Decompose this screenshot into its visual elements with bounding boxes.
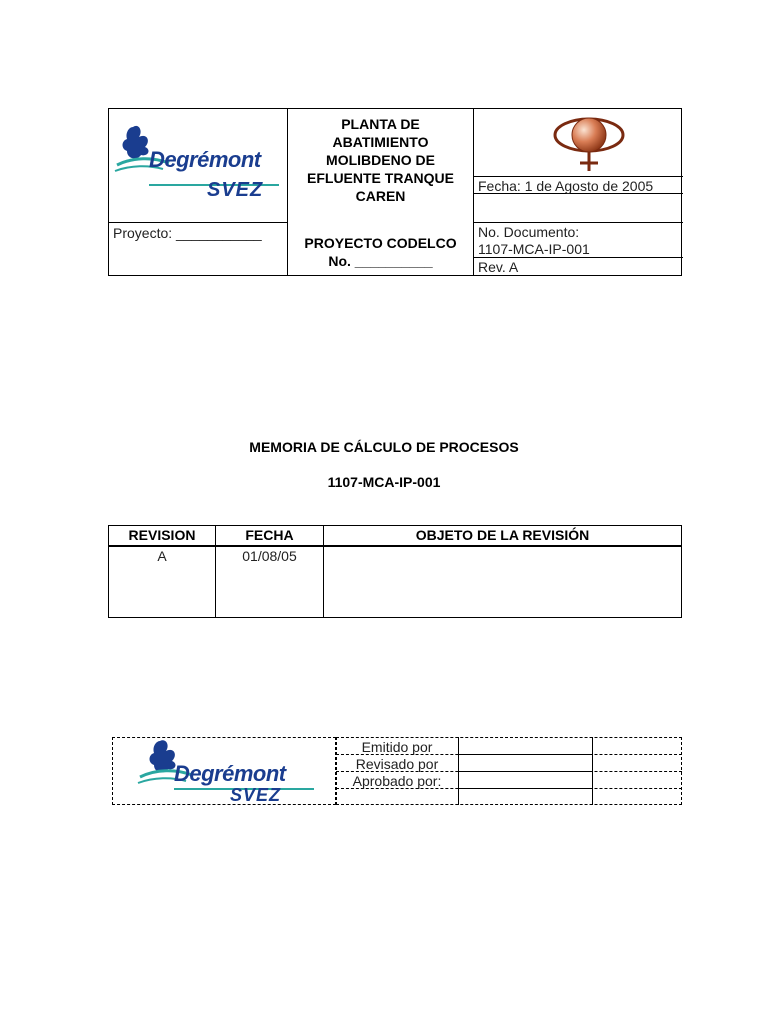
column-header: FECHA [216, 526, 324, 547]
column-header: REVISION [109, 526, 216, 547]
reviewed-by-label: Revisado por [355, 756, 439, 772]
header-divider [109, 222, 287, 223]
brand-name: Degrémont [174, 761, 286, 786]
grid-divider [458, 771, 592, 772]
column-header: OBJETO DE LA REVISIÓN [324, 526, 682, 547]
project-field: Proyecto: ___________ [113, 225, 262, 241]
document-code: 1107-MCA-IP-001 [327, 474, 441, 490]
doc-number-label: No. Documento: [478, 224, 580, 240]
approved-by-label: Aprobado por: [352, 773, 442, 789]
client-logo [549, 113, 629, 175]
issued-by-label: Emitido por [361, 739, 433, 755]
date-field: Fecha: 1 de Agosto de 2005 [478, 178, 654, 194]
group-name: SVEZ [230, 785, 282, 805]
venus-symbol-icon [549, 113, 629, 175]
degremont-logo [134, 739, 324, 803]
degremont-logo [113, 121, 283, 211]
revision-cell: A [109, 546, 216, 618]
object-cell [324, 546, 682, 618]
document-header [108, 108, 682, 276]
table-header-row [109, 526, 682, 547]
doc-number-value: 1107-MCA-IP-001 [478, 241, 590, 257]
project-title: PLANTA DE ABATIMIENTO MOLIBDENO DE EFLUENTE TRANQUE CAREN [307, 116, 454, 204]
document-title: MEMORIA DE CÁLCULO DE PROCESOS [249, 439, 519, 455]
revision-table [108, 525, 682, 618]
grid-divider [458, 754, 592, 755]
grid-divider [458, 788, 592, 789]
project-code: PROYECTO CODELCO No. __________ [304, 235, 457, 269]
signature-block [112, 737, 682, 805]
header-divider [473, 109, 474, 275]
revision-label: Rev. A [478, 259, 519, 275]
group-name: SVEZ [207, 179, 264, 201]
brand-name: Degrémont [149, 147, 261, 172]
table-row [109, 546, 682, 618]
date-cell: 01/08/05 [216, 546, 324, 618]
